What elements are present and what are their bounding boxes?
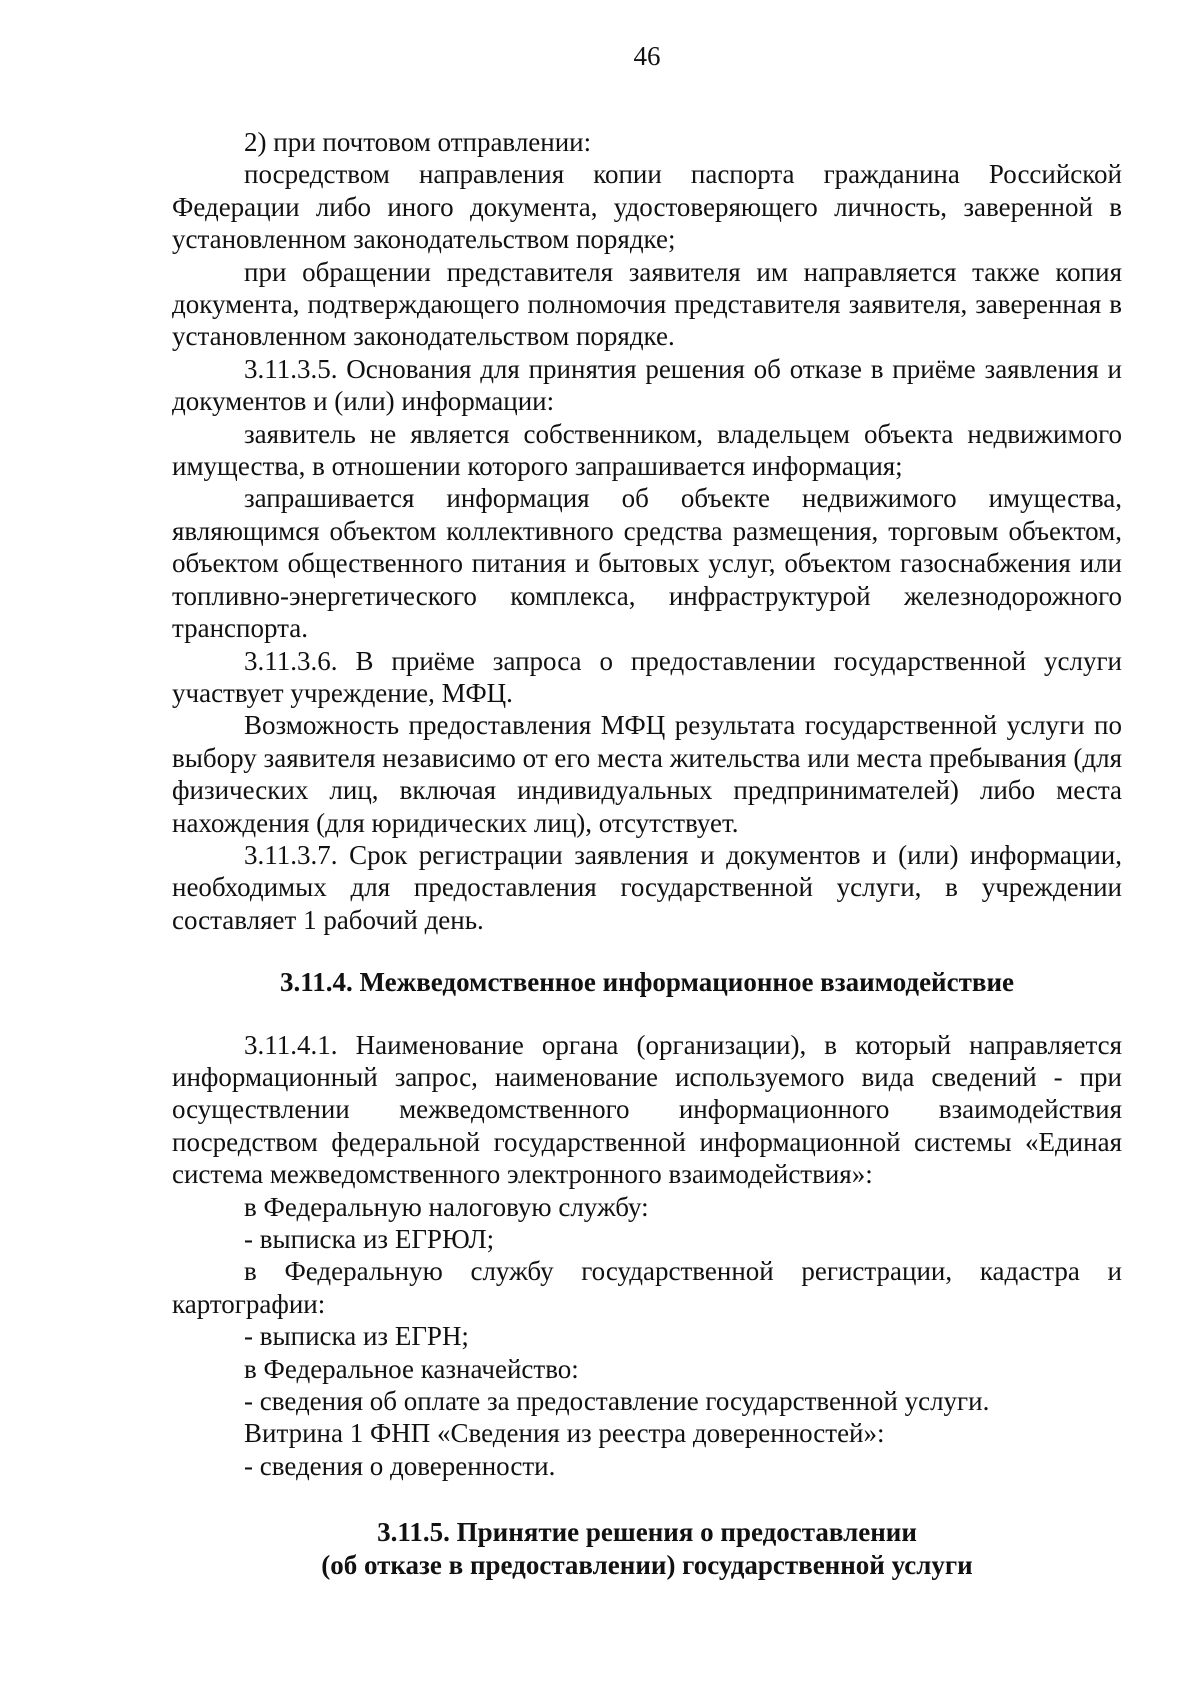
list-item-treasury: в Федеральное казначейство:: [244, 1353, 579, 1384]
list-item-vitrina: Витрина 1 ФНП «Сведения из реестра доверенностей»:: [244, 1418, 885, 1449]
list-item-fns: в Федеральную налоговую службу:: [244, 1191, 649, 1222]
list-item-power-of-attorney: - сведения о доверенности.: [244, 1450, 556, 1481]
paragraph-representative: при обращении представителя заявителя им направляется также копия документа, подтверждающего полномочия представителя заявителя, заверенная в установленном законодательством порядке.: [172, 256, 1122, 352]
paragraph-3-11-3-7: 3.11.3.7. Срок регистрации заявления и документов и (или) информации, необходимых для предоставления государственной услуги, в учреждении составляет 1 рабочий день.: [172, 839, 1122, 935]
paragraph-not-owner: заявитель не является собственником, владельцем объекта недвижимого имущества, в отношении которого запрашивается информация;: [172, 418, 1122, 482]
document-page: [172, 40, 1122, 1581]
list-item-payment-info: - сведения об оплате за предоставление государственной услуги.: [244, 1386, 990, 1417]
list-item-egrn: - выписка из ЕГРН;: [244, 1321, 469, 1352]
page-number: 46: [633, 41, 661, 71]
paragraph-3-11-4-1: 3.11.4.1. Наименование органа (организации), в который направляется информационный запрос, наименование используемого вида сведений - при осуществлении межведомственного информационного взаимодействия посредством федеральной государственной информационной системы «Единая система межведомственного электронного взаимодействия»:: [172, 1029, 1122, 1190]
section-heading-3-11-5-line-1: 3.11.5. Принятие решения о предоставлении: [377, 1517, 917, 1548]
section-heading-3-11-5-line-2: (об отказе в предоставлении) государственной услуги: [321, 1549, 973, 1580]
section-heading-3-11-4: 3.11.4. Межведомственное информационное взаимодействие: [280, 967, 1014, 998]
paragraph-passport-copy: посредством направления копии паспорта гражданина Российской Федерации либо иного документа, удостоверяющего личность, заверенной в установленном законодательством порядке;: [172, 159, 1122, 255]
paragraph-mfc-possibility: Возможность предоставления МФЦ результата государственной услуги по выбору заявителя независимо от его места жительства или места пребывания (для физических лиц, включая индивидуальных предпринимателей) либо места нахождения (для юридических лиц), отсутствует.: [172, 710, 1122, 838]
paragraph-3-11-3-5: 3.11.3.5. Основания для принятия решения об отказе в приёме заявления и документов и (или) информации:: [172, 353, 1122, 417]
list-item-egrul: - выписка из ЕГРЮЛ;: [244, 1224, 495, 1254]
list-item-rosreestr: в Федеральную службу государственной регистрации, кадастра и картографии:: [172, 1256, 1122, 1319]
section-heading-3-11-5: [172, 1516, 1122, 1581]
paragraph-3-11-3-6: 3.11.3.6. В приёме запроса о предоставлении государственной услуги участвует учреждение, МФЦ.: [172, 645, 1122, 708]
paragraph-object-types: запрашивается информация об объекте недвижимого имущества, являющимся объектом коллективного средства размещения, торговым объектом, объектом общественного питания и бытовых услуг, объектом газоснабжения или топливно-энергетического комплекса, инфраструктурой железнодорожного транспорта.: [172, 483, 1122, 644]
paragraph-postal: 2) при почтовом отправлении:: [244, 127, 592, 157]
